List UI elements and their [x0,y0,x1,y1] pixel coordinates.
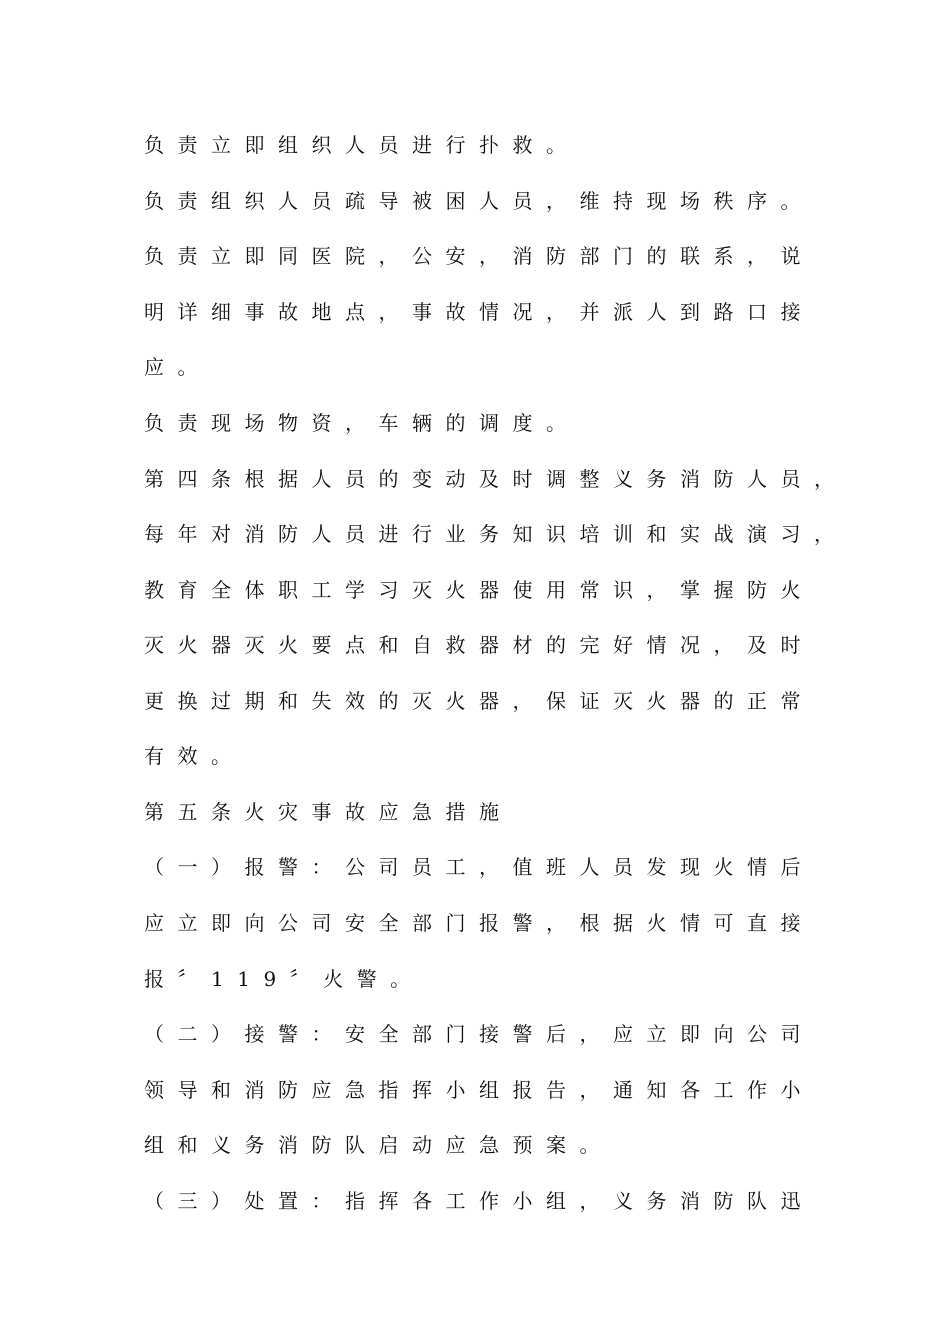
text-line: （一）报警：公司员工，值班人员发现火情后 [144,855,814,879]
text-line: 每年对消防人员进行业务知识培训和实战演习， [144,522,848,546]
text-line: 应。 [144,355,211,379]
text-line: 负责组织人员疏导被困人员，维持现场秩序。 [144,189,814,213]
text-line: （二）接警：安全部门接警后，应立即向公司 [144,1022,814,1046]
text-line: 第四条根据人员的变动及时调整义务消防人员， [144,467,848,491]
text-line: 灭火器灭火要点和自救器材的完好情况，及时 [144,633,814,657]
text-line: 明详细事故地点，事故情况，并派人到路口接 [144,300,814,324]
text-line: （三）处置：指挥各工作小组，义务消防队迅 [144,1189,814,1213]
text-line: 负责立即同医院，公安，消防部门的联系，说 [144,244,814,268]
text-line: 教育全体职工学习灭火器使用常识，掌握防火 [144,578,814,602]
text-line: 报〞119〞火警。 [144,967,424,991]
text-line: 应立即向公司安全部门报警，根据火情可直接 [144,911,814,935]
text-line: 负责现场物资，车辆的调度。 [144,411,580,435]
text-line: 负责立即组织人员进行扑救。 [144,133,580,157]
text-line: 领导和消防应急指挥小组报告，通知各工作小 [144,1078,814,1102]
section-heading: 第五条火灾事故应急措施 [144,800,513,824]
text-line: 有效。 [144,744,245,768]
text-line: 更换过期和失效的灭火器，保证灭火器的正常 [144,689,814,713]
text-line: 组和义务消防队启动应急预案。 [144,1133,613,1157]
